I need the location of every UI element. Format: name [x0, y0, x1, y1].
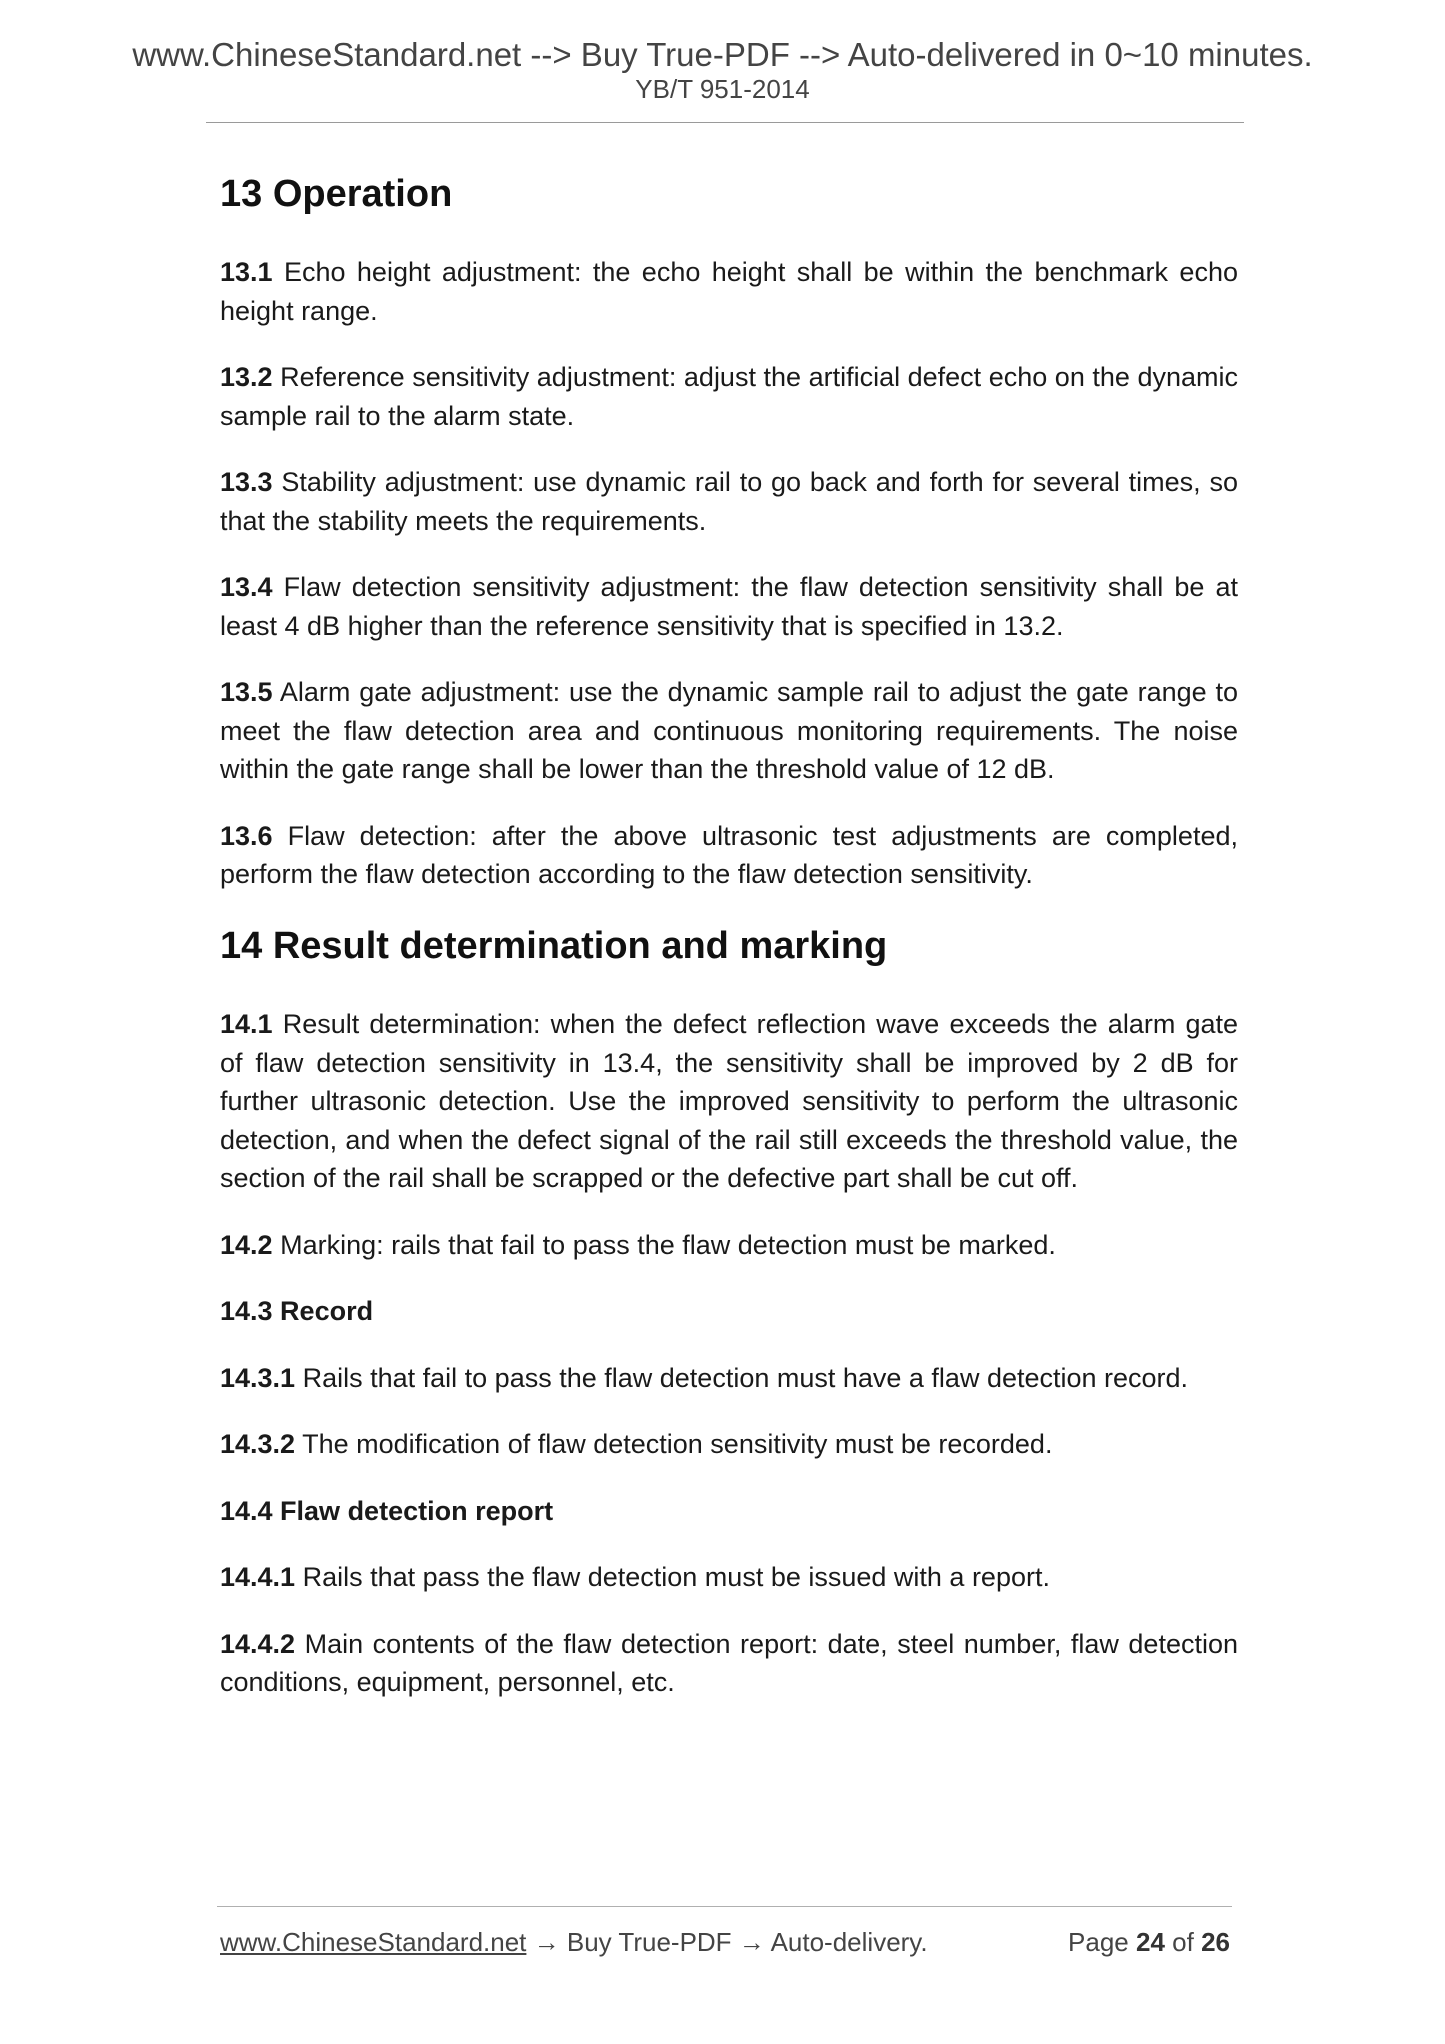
clause-13-2 [220, 358, 1238, 435]
clause-14-2 [220, 1226, 1238, 1265]
page-label: Page [1068, 1927, 1129, 1957]
clause-14-4-2 [220, 1625, 1238, 1702]
subsection-14-4-heading: 14.4 Flaw detection report [220, 1495, 554, 1526]
page-content [220, 170, 1238, 1730]
section-13-title: 13 Operation [220, 173, 453, 215]
clause-text: Flaw detection: after the above ultrasonic test adjustments are completed, perform the flaw detection according to the flaw detection sensitivity. [220, 820, 1238, 890]
clause-text: Marking: rails that fail to pass the flaw detection must be marked. [280, 1229, 1056, 1260]
header-divider [206, 122, 1244, 123]
clause-13-5 [220, 673, 1238, 789]
clause-13-6 [220, 817, 1238, 894]
clause-number: 14.1 [220, 1009, 273, 1040]
clause-number: 13.2 [220, 362, 273, 393]
clause-14-1 [220, 1005, 1238, 1198]
clause-number: 13.1 [220, 257, 273, 288]
clause-number: 13.6 [220, 820, 273, 851]
clause-text: The modification of flaw detection sensitivity must be recorded. [302, 1429, 1053, 1460]
clause-number: 14.3.2 [220, 1429, 296, 1460]
page-of: of [1172, 1927, 1194, 1957]
clause-text: Rails that fail to pass the flaw detection must have a flaw detection record. [302, 1362, 1189, 1393]
clause-14-3-1 [220, 1359, 1238, 1398]
site-link[interactable]: www.ChineseStandard.net [220, 1927, 527, 1957]
top-banner: www.ChineseStandard.net --> Buy True-PDF --> Auto-delivered in 0~10 minutes. [132, 36, 1313, 73]
subsection-14-3-heading: 14.3 Record [220, 1296, 374, 1327]
page-current: 24 [1136, 1927, 1165, 1957]
clause-number: 14.4.1 [220, 1562, 296, 1593]
page-total: 26 [1201, 1927, 1230, 1957]
clause-number: 13.4 [220, 572, 273, 603]
clause-number: 13.3 [220, 467, 273, 498]
clause-14-4-1 [220, 1558, 1238, 1597]
section-14-title: 14 Result determination and marking [220, 924, 888, 967]
clause-14-3-2 [220, 1425, 1238, 1464]
clause-text: Flaw detection sensitivity adjustment: the flaw detection sensitivity shall be at least 4 dB higher than the reference sensitivity that is specified in 13.2. [220, 572, 1238, 641]
clause-text: Reference sensitivity adjustment: adjust the artificial defect echo on the dynamic sample rail to the alarm state. [220, 362, 1238, 431]
clause-13-4 [220, 568, 1238, 645]
document-code: YB/T 951-2014 [635, 74, 810, 104]
clause-number: 14.3.1 [220, 1362, 296, 1393]
footer-divider [217, 1906, 1232, 1907]
clause-number: 14.4.2 [220, 1628, 296, 1659]
clause-number: 14.2 [220, 1229, 273, 1260]
clause-text: Stability adjustment: use dynamic rail to go back and forth for several times, so that the stability meets the requirements. [220, 467, 1238, 536]
page-indicator [1068, 1926, 1230, 1960]
footer-nav-text: → Buy True-PDF → Auto-delivery. [526, 1927, 928, 1957]
clause-text: Rails that pass the flaw detection must be issued with a report. [302, 1562, 1050, 1593]
clause-text: Echo height adjustment: the echo height shall be within the benchmark echo height range. [220, 257, 1238, 326]
clause-text: Result determination: when the defect reflection wave exceeds the alarm gate of flaw detection sensitivity in 13.4, the sensitivity shall be improved by 2 dB for further ultrasonic detection. Use the improved sensitivity to perform the ultrasonic detection, and when the defect signal of the rail still exceeds the threshold value, the section of the rail shall be scrapped or the defective part shall be cut off. [220, 1009, 1238, 1194]
footer-nav [220, 1926, 928, 1960]
clause-text: Alarm gate adjustment: use the dynamic sample rail to adjust the gate range to meet the flaw detection area and continuous monitoring requirements. The noise within the gate range shall be lower than the threshold value of 12 dB. [220, 677, 1238, 785]
clause-text: Main contents of the flaw detection report: date, steel number, flaw detection conditions, equipment, personnel, etc. [220, 1628, 1238, 1698]
clause-13-3 [220, 463, 1238, 540]
clause-13-1 [220, 253, 1238, 330]
clause-number: 13.5 [220, 677, 273, 708]
